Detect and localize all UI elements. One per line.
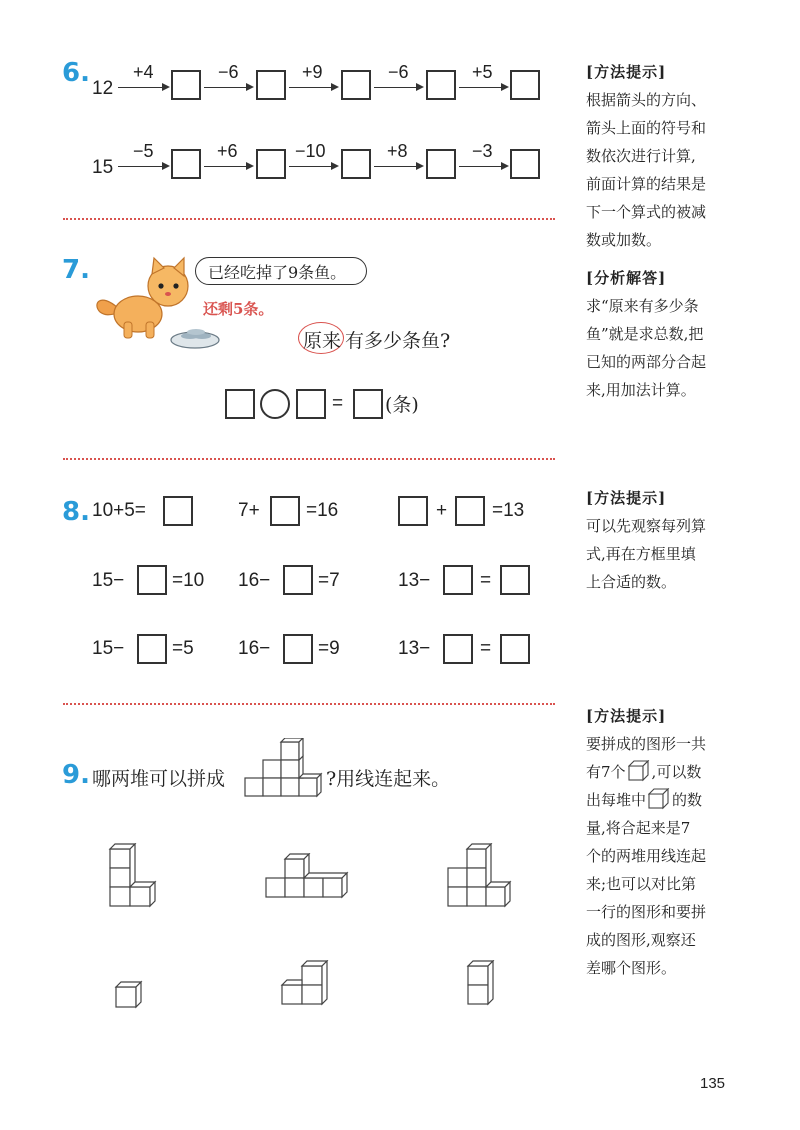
page-number: 135 bbox=[700, 1075, 726, 1092]
question-9-number: 9. bbox=[62, 760, 90, 790]
tip-line: 箭头上面的符号和 bbox=[586, 119, 707, 137]
tip-line: 根据箭头的方向、 bbox=[586, 91, 707, 109]
tip-heading: [方法提示] bbox=[586, 489, 667, 507]
answer-box[interactable] bbox=[443, 565, 473, 595]
equals-sign: = bbox=[332, 393, 344, 414]
pile-5-cubes-icon[interactable] bbox=[280, 960, 332, 1008]
q6-row1-op-4: −6 bbox=[388, 62, 409, 82]
tip-heading: [方法提示] bbox=[586, 63, 667, 81]
question-7-number: 7. bbox=[62, 255, 90, 285]
answer-box[interactable] bbox=[510, 70, 540, 100]
answer-box[interactable] bbox=[341, 70, 371, 100]
arrow-icon bbox=[374, 87, 422, 88]
tip-line: 数或加数。 bbox=[586, 231, 662, 249]
q6-row1-op-3: +9 bbox=[302, 62, 323, 82]
q8-r2c2-right: =7 bbox=[318, 570, 340, 591]
q6-row1-op-2: −6 bbox=[218, 62, 239, 82]
q6-row2-start: 15 bbox=[92, 157, 114, 178]
answer-box[interactable] bbox=[500, 634, 530, 664]
answer-box[interactable] bbox=[353, 389, 383, 419]
sidebar-tip-4 bbox=[586, 702, 736, 982]
arrow-icon bbox=[204, 166, 252, 167]
answer-box[interactable] bbox=[426, 70, 456, 100]
q8-r2c1-left: 15− bbox=[92, 570, 125, 591]
answer-box[interactable] bbox=[510, 149, 540, 179]
answer-box[interactable] bbox=[283, 565, 313, 595]
tip-line: 来;也可以对比第 bbox=[586, 875, 697, 893]
sidebar-tip-2 bbox=[586, 264, 736, 404]
question-8-number: 8. bbox=[62, 497, 90, 527]
tip-text: 的数 bbox=[672, 791, 703, 809]
pile-4-cubes-icon[interactable] bbox=[114, 980, 146, 1010]
tip-line: 个的两堆用线连起 bbox=[586, 847, 707, 865]
answer-box[interactable] bbox=[256, 149, 286, 179]
tip-line: 来,用加法计算。 bbox=[586, 381, 696, 399]
answer-box[interactable] bbox=[137, 565, 167, 595]
speech-bubble bbox=[195, 257, 367, 285]
tip-line-with-cube bbox=[586, 786, 736, 814]
operator-circle[interactable] bbox=[260, 389, 290, 419]
arrow-icon bbox=[118, 87, 168, 88]
answer-box[interactable] bbox=[137, 634, 167, 664]
tip-line: 可以先观察每列算 bbox=[586, 517, 707, 535]
q8-r1c2-left: 7+ bbox=[238, 500, 260, 521]
answer-box[interactable] bbox=[163, 496, 193, 526]
tip-heading: [方法提示] bbox=[586, 707, 667, 725]
answer-box[interactable] bbox=[426, 149, 456, 179]
arrow-icon bbox=[118, 166, 168, 167]
q6-row2-op-1: −5 bbox=[133, 141, 154, 161]
q8-r3c2-left: 16− bbox=[238, 638, 271, 659]
q8-r2c3-mid: = bbox=[480, 570, 492, 591]
q9-text-before: 哪两堆可以拼成 bbox=[92, 768, 226, 790]
target-cube-shape-icon bbox=[243, 738, 327, 804]
sidebar-tip-3 bbox=[586, 484, 736, 596]
speech-text: 已经吃掉了9条鱼。 bbox=[208, 263, 347, 282]
arrow-icon bbox=[204, 87, 252, 88]
unit-label: (条) bbox=[385, 394, 419, 416]
q8-r3c2-right: =9 bbox=[318, 638, 340, 659]
q8-r2c3-left: 13− bbox=[398, 570, 431, 591]
answer-box[interactable] bbox=[500, 565, 530, 595]
arrow-icon bbox=[374, 166, 422, 167]
tip-line: 求“原来有多少条 bbox=[586, 297, 699, 315]
tip-line: 量,将合起来是7 bbox=[586, 819, 691, 837]
arrow-icon bbox=[289, 166, 337, 167]
answer-box[interactable] bbox=[455, 496, 485, 526]
answer-box[interactable] bbox=[171, 70, 201, 100]
question-6-number: 6. bbox=[62, 58, 90, 88]
divider bbox=[63, 218, 555, 220]
q6-row1-op-1: +4 bbox=[133, 62, 154, 82]
answer-box[interactable] bbox=[225, 389, 255, 419]
q8-r1c3-mid: + bbox=[436, 500, 448, 521]
tip-line: 一行的图形和要拼 bbox=[586, 903, 707, 921]
question-keyword: 原来 bbox=[303, 330, 342, 352]
q8-r2c2-left: 16− bbox=[238, 570, 271, 591]
q8-r2c1-right: =10 bbox=[172, 570, 205, 591]
answer-box[interactable] bbox=[341, 149, 371, 179]
answer-box[interactable] bbox=[283, 634, 313, 664]
q8-r3c1-right: =5 bbox=[172, 638, 194, 659]
q6-row2-op-4: +8 bbox=[387, 141, 408, 161]
tip-line: 成的图形,观察还 bbox=[586, 931, 696, 949]
tip-line-with-cube bbox=[586, 758, 736, 786]
remaining-fish-label: 还剩5条。 bbox=[203, 300, 274, 318]
tip-text: 有7个 bbox=[586, 763, 626, 781]
sidebar-tip-1 bbox=[586, 58, 736, 254]
pile-6-cubes-icon[interactable] bbox=[466, 960, 500, 1008]
answer-box[interactable] bbox=[256, 70, 286, 100]
q6-row2-op-5: −3 bbox=[472, 141, 493, 161]
tip-line: 数依次进行计算, bbox=[586, 147, 696, 165]
arrow-icon bbox=[459, 87, 507, 88]
tip-line: 上合适的数。 bbox=[586, 573, 677, 591]
q6-row1-op-5: +5 bbox=[472, 62, 493, 82]
answer-box[interactable] bbox=[270, 496, 300, 526]
answer-box[interactable] bbox=[398, 496, 428, 526]
q8-r3c1-left: 15− bbox=[92, 638, 125, 659]
q6-row2-op-2: +6 bbox=[217, 141, 238, 161]
q8-r1c3-right: =13 bbox=[492, 500, 525, 521]
question-text: 有多少条鱼? bbox=[345, 330, 451, 352]
tip-heading: [分析解答] bbox=[586, 269, 667, 287]
tip-line: 要拼成的图形一共 bbox=[586, 735, 707, 753]
q8-r3c3-mid: = bbox=[480, 638, 492, 659]
answer-box[interactable] bbox=[296, 389, 326, 419]
q6-row1-start: 12 bbox=[92, 78, 114, 99]
tip-line: 已知的两部分合起 bbox=[586, 353, 707, 371]
tip-text: ,可以数 bbox=[651, 763, 702, 781]
pile-3-cubes-icon[interactable] bbox=[446, 843, 514, 909]
q8-r1c1-left: 10+5= bbox=[92, 500, 146, 521]
tip-line: 鱼”就是求总数,把 bbox=[586, 325, 704, 343]
cube-icon bbox=[628, 760, 650, 782]
tip-line: 差哪个图形。 bbox=[586, 959, 677, 977]
tip-line: 前面计算的结果是 bbox=[586, 175, 707, 193]
tip-text: 出每堆中 bbox=[586, 791, 647, 809]
tip-line: 式,再在方框里填 bbox=[586, 545, 696, 563]
divider bbox=[63, 703, 555, 705]
arrow-icon bbox=[459, 166, 507, 167]
tip-line: 下一个算式的被减 bbox=[586, 203, 707, 221]
arrow-icon bbox=[289, 87, 337, 88]
divider bbox=[63, 458, 555, 460]
q9-text-after: ?用线连起来。 bbox=[326, 768, 451, 790]
cube-icon bbox=[648, 788, 670, 810]
q6-row2-op-3: −10 bbox=[295, 141, 326, 161]
answer-box[interactable] bbox=[443, 634, 473, 664]
answer-box[interactable] bbox=[171, 149, 201, 179]
pile-2-cubes-icon[interactable] bbox=[264, 853, 350, 903]
pile-1-cubes-icon[interactable] bbox=[108, 843, 158, 909]
q8-r1c2-right: =16 bbox=[306, 500, 339, 521]
q8-r3c3-left: 13− bbox=[398, 638, 431, 659]
